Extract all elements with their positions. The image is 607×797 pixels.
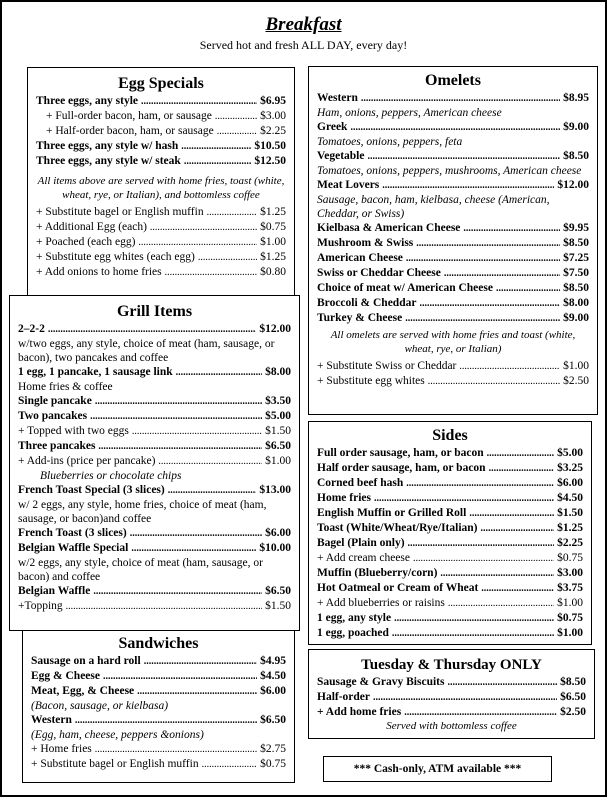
menu-item-price: $1.00	[260, 236, 286, 248]
menu-item-price: $0.75	[260, 758, 286, 770]
menu-item-name: Greek	[317, 121, 348, 133]
menu-item-price: $1.50	[557, 507, 583, 519]
dot-leader	[131, 541, 256, 556]
menu-item-price: $13.00	[259, 484, 291, 496]
menu-item-name: Muffin (Blueberry/corn)	[317, 567, 438, 579]
menu-item-name: + Substitute Swiss or Cheddar	[317, 360, 457, 372]
menu-item-name: French Toast (3 slices)	[18, 527, 127, 539]
menu-item-name: Belgian Waffle Special	[18, 542, 129, 554]
menu-item-price: $3.25	[557, 462, 583, 474]
menu-item-price: $0.75	[557, 552, 583, 564]
menu-item-row	[317, 581, 583, 596]
dot-leader	[373, 690, 557, 705]
dot-leader	[207, 205, 258, 220]
menu-item-price: $1.00	[557, 627, 583, 639]
menu-item-row	[317, 374, 589, 389]
menu-item-name: Three eggs, any style	[36, 95, 139, 107]
menu-item-name: + Poached (each egg)	[36, 236, 136, 248]
menu-item-description: Tomatoes, onions, peppers, mushrooms, American cheese	[317, 165, 582, 177]
menu-item-row	[36, 235, 286, 250]
menu-item-price: $8.50	[560, 676, 586, 688]
menu-item-description: Sausage, bacon, ham, kielbasa, cheese (American, Cheddar, or Swiss)	[317, 194, 550, 220]
dot-leader	[150, 220, 257, 235]
menu-item-row	[317, 296, 589, 311]
menu-item-price: $2.25	[557, 537, 583, 549]
dot-leader	[202, 757, 258, 772]
dot-leader	[489, 461, 555, 476]
menu-item-row	[317, 566, 583, 581]
menu-item-price: $4.50	[557, 492, 583, 504]
dot-leader	[165, 265, 257, 280]
menu-item-price: $1.00	[265, 455, 291, 467]
page-subtitle: Served hot and fresh ALL DAY, every day!	[199, 38, 408, 52]
menu-item-name: + Additional Egg (each)	[36, 221, 147, 233]
cash-note: *** Cash-only, ATM available ***	[353, 763, 522, 775]
menu-item-row	[18, 409, 291, 424]
menu-item-row	[317, 521, 583, 536]
menu-item-description: w/2 eggs, any style, choice of meat (ham, sausage, or bacon) and coffee	[18, 557, 263, 583]
menu-item-price: $6.50	[260, 714, 286, 726]
menu-item-name: Sausage on a hard roll	[31, 655, 141, 667]
menu-item-price: $5.00	[557, 447, 583, 459]
menu-item-price: $6.50	[265, 440, 291, 452]
menu-item-name: Three pancakes	[18, 440, 96, 452]
dot-leader	[416, 236, 560, 251]
dot-leader	[419, 296, 560, 311]
menu-item-row	[36, 94, 286, 109]
egg-specials-section	[27, 67, 295, 296]
tue-thu-heading: Tuesday & Thursday ONLY	[361, 657, 542, 673]
menu-item-name: + Add onions to home fries	[36, 266, 162, 278]
menu-item-row	[317, 491, 583, 506]
dot-leader	[392, 626, 554, 641]
dot-leader	[394, 611, 554, 626]
menu-item-name: Bagel (Plain only)	[317, 537, 405, 549]
menu-item-row	[317, 690, 586, 705]
menu-item-name: 2–2-2	[18, 323, 45, 335]
menu-item-name: + Add cream cheese	[317, 552, 411, 564]
menu-item-price: $8.50	[563, 150, 589, 162]
menu-item-price: $6.95	[260, 95, 286, 107]
menu-item-name: French Toast Special (3 slices)	[18, 484, 165, 496]
menu-item-price: $6.00	[557, 477, 583, 489]
menu-item-row	[18, 584, 291, 599]
menu-item-name: Belgian Waffle	[18, 585, 91, 597]
menu-item-price: $1.50	[265, 600, 291, 612]
dot-leader	[217, 124, 257, 139]
menu-item-row	[36, 220, 286, 235]
dot-leader	[406, 476, 554, 491]
menu-item-row	[36, 205, 286, 220]
menu-item-row	[317, 675, 586, 690]
menu-item-row	[31, 742, 286, 757]
menu-item-row	[317, 359, 589, 374]
menu-item-name: Sausage & Gravy Biscuits	[317, 676, 445, 688]
menu-item-name: Three eggs, any style w/ hash	[36, 140, 179, 152]
dot-leader	[448, 596, 554, 611]
menu-item-price: $12.00	[557, 179, 589, 191]
menu-item-name: 1 egg, any style	[317, 612, 392, 624]
sides-section	[308, 421, 592, 645]
menu-item-row	[36, 265, 286, 280]
menu-item-name: + Add-ins (price per pancake)	[18, 455, 156, 467]
dot-leader	[215, 109, 257, 124]
page-title: Breakfast	[265, 14, 342, 35]
dot-leader	[406, 251, 560, 266]
menu-item-price: $10.50	[254, 140, 286, 152]
menu-item-row	[18, 365, 291, 380]
menu-item-price: $10.00	[259, 542, 291, 554]
dot-leader	[496, 281, 560, 296]
menu-item-name: Single pancake	[18, 395, 92, 407]
menu-item-row	[317, 461, 583, 476]
menu-item-price: $7.25	[563, 252, 589, 264]
dot-leader	[469, 506, 554, 521]
menu-item-row	[18, 526, 291, 541]
menu-item-row	[317, 476, 583, 491]
menu-item-row	[317, 705, 586, 720]
menu-item-description: Ham, onions, peppers, American cheese	[317, 107, 502, 119]
dot-leader	[95, 394, 262, 409]
dot-leader	[90, 409, 262, 424]
menu-item-price: $12.50	[254, 155, 286, 167]
menu-item-description: w/ 2 eggs, any style, home fries, choice of meat (ham, sausage, or bacon)and coffee	[18, 499, 267, 525]
menu-item-name: + Substitute egg whites (each egg)	[36, 251, 195, 263]
menu-item-name: Meat, Egg, & Cheese	[31, 685, 135, 697]
dot-leader	[481, 521, 555, 536]
menu-item-row	[317, 311, 589, 326]
menu-item-name: Choice of meat w/ American Cheese	[317, 282, 493, 294]
menu-item-description: (Egg, ham, cheese, peppers &onions)	[31, 729, 204, 741]
menu-item-row	[317, 178, 589, 193]
menu-item-price: $3.00	[557, 567, 583, 579]
menu-item-row	[31, 669, 286, 684]
menu-item-price: $6.50	[265, 585, 291, 597]
menu-item-row	[317, 281, 589, 296]
sides-heading: Sides	[432, 427, 468, 444]
menu-item-row	[31, 713, 286, 728]
menu-item-row	[36, 124, 286, 139]
menu-item-price: $9.00	[563, 312, 589, 324]
menu-item-description: Home fries & coffee	[18, 381, 113, 393]
menu-item-row	[317, 536, 583, 551]
menu-item-price: $0.80	[260, 266, 286, 278]
menu-item-price: $2.50	[563, 375, 589, 387]
menu-item-name: Western	[31, 714, 72, 726]
menu-item-row	[317, 596, 583, 611]
menu-item-row	[31, 684, 286, 699]
menu-item-row	[18, 322, 291, 337]
menu-item-name: + Half-order bacon, ham, or sausage	[46, 125, 214, 137]
dot-leader	[382, 178, 554, 193]
tue-thu-section	[308, 649, 595, 739]
menu-item-row	[18, 439, 291, 454]
menu-item-price: $7.50	[563, 267, 589, 279]
menu-item-row	[18, 483, 291, 498]
menu-item-price: $1.25	[557, 522, 583, 534]
menu-item-name: Vegetable	[317, 150, 365, 162]
menu-item-row	[317, 446, 583, 461]
dot-leader	[487, 446, 554, 461]
menu-item-name: 1 egg, poached	[317, 627, 389, 639]
dot-leader	[481, 581, 554, 596]
menu-item-price: $8.00	[265, 366, 291, 378]
dot-leader	[93, 584, 262, 599]
dot-leader	[405, 311, 560, 326]
menu-item-name: Toast (White/Wheat/Rye/Italian)	[317, 522, 478, 534]
menu-item-row	[317, 221, 589, 236]
dot-leader	[95, 742, 257, 757]
menu-item-row	[317, 611, 583, 626]
menu-item-name: Broccoli & Cheddar	[317, 297, 417, 309]
menu-item-name: Three eggs, any style w/ steak	[36, 155, 181, 167]
dot-leader	[367, 149, 560, 164]
dot-leader	[132, 424, 262, 439]
menu-item-description: Tomatoes, onions, peppers, feta	[317, 136, 463, 148]
menu-item-name: Two pancakes	[18, 410, 88, 422]
dot-leader	[181, 139, 251, 154]
menu-item-name: Meat Lovers	[317, 179, 380, 191]
menu-item-row	[317, 626, 583, 641]
menu-item-price: $1.00	[557, 597, 583, 609]
dot-leader	[444, 266, 560, 281]
menu-item-name: Turkey & Cheese	[317, 312, 403, 324]
menu-item-price: $5.00	[265, 410, 291, 422]
menu-item-price: $0.75	[260, 221, 286, 233]
dot-leader	[463, 221, 560, 236]
menu-item-name: Corned beef hash	[317, 477, 404, 489]
omelets-heading: Omelets	[425, 72, 481, 89]
menu-item-name: Half order sausage, ham, or bacon	[317, 462, 486, 474]
menu-item-name: + Add home fries	[317, 706, 402, 718]
menu-item-row	[18, 454, 291, 469]
menu-item-price: $6.00	[265, 527, 291, 539]
menu-item-row	[31, 654, 286, 669]
menu-item-price: $3.75	[557, 582, 583, 594]
menu-item-name: American Cheese	[317, 252, 403, 264]
dot-leader	[66, 599, 262, 614]
menu-item-name: + Substitute bagel or English muffin	[36, 206, 204, 218]
menu-item-row	[36, 139, 286, 154]
grill-items-heading: Grill Items	[116, 303, 193, 320]
menu-item-price: $8.50	[563, 282, 589, 294]
menu-item-name: + Home fries	[31, 743, 92, 755]
egg-specials-note: All items above are served with home fries, toast (white, wheat, rye, or Italian), and bottomless coffee	[37, 175, 285, 201]
menu-item-price: $9.95	[563, 222, 589, 234]
cash-note-box	[323, 756, 552, 782]
dot-leader	[350, 120, 560, 135]
dot-leader	[459, 359, 560, 374]
dot-leader	[75, 713, 257, 728]
dot-leader	[413, 551, 554, 566]
menu-item-price: $8.50	[563, 237, 589, 249]
menu-item-row	[36, 154, 286, 169]
menu-item-name: Hot Oatmeal or Cream of Wheat	[317, 582, 479, 594]
menu-item-price: $8.00	[563, 297, 589, 309]
menu-item-name: + Topped with two eggs	[18, 425, 129, 437]
menu-item-row	[317, 266, 589, 281]
menu-item-price: $8.95	[563, 92, 589, 104]
dot-leader	[408, 536, 555, 551]
dot-leader	[428, 374, 560, 389]
menu-item-row	[317, 551, 583, 566]
egg-specials-heading: Egg Specials	[118, 75, 204, 92]
menu-item-description: w/two eggs, any style, choice of meat (ham, sausage, or bacon), two pancakes and coffee	[18, 338, 275, 364]
dot-leader	[404, 705, 557, 720]
menu-item-price: $4.95	[260, 655, 286, 667]
menu-item-name: Western	[317, 92, 358, 104]
menu-item-description: (Bacon, sausage, or kielbasa)	[31, 700, 169, 712]
menu-item-row	[18, 599, 291, 614]
dot-leader	[48, 322, 257, 337]
menu-item-price: $6.00	[260, 685, 286, 697]
menu-item-row	[317, 91, 589, 106]
menu-item-name: + Substitute bagel or English muffin	[31, 758, 199, 770]
menu-item-row	[317, 149, 589, 164]
dot-leader	[103, 669, 257, 684]
omelets-section	[308, 66, 598, 415]
menu-item-price: $9.00	[563, 121, 589, 133]
menu-item-price: $0.75	[557, 612, 583, 624]
sandwiches-heading: Sandwiches	[118, 635, 199, 652]
menu-item-description: Blueberries or chocolate chips	[40, 470, 182, 482]
dot-leader	[440, 566, 554, 581]
menu-item-name: + Add blueberries or raisins	[317, 597, 445, 609]
menu-item-name: Swiss or Cheddar Cheese	[317, 267, 441, 279]
menu-item-row	[36, 109, 286, 124]
grill-items-section	[9, 295, 300, 631]
dot-leader	[138, 235, 257, 250]
menu-item-row	[317, 236, 589, 251]
dot-leader	[130, 526, 262, 541]
menu-item-name: Full order sausage, ham, or bacon	[317, 447, 484, 459]
menu-item-price: $1.50	[265, 425, 291, 437]
menu-item-price: $1.00	[563, 360, 589, 372]
omelets-note: All omelets are served with home fries and toast (white, wheat, rye, or Italian)	[330, 329, 576, 355]
dot-leader	[98, 439, 262, 454]
menu-item-name: 1 egg, 1 pancake, 1 sausage link	[18, 366, 173, 378]
dot-leader	[198, 250, 257, 265]
dot-leader	[176, 365, 262, 380]
dot-leader	[374, 491, 554, 506]
menu-item-price: $1.25	[260, 206, 286, 218]
menu-item-price: $2.75	[260, 743, 286, 755]
menu-item-name: Half-order	[317, 691, 371, 703]
menu-item-price: $3.00	[260, 110, 286, 122]
tue-thu-note: Served with bottomless coffee	[386, 720, 517, 732]
menu-item-price: $4.50	[260, 670, 286, 682]
menu-item-row	[317, 251, 589, 266]
menu-item-row	[31, 757, 286, 772]
menu-item-price: $2.50	[560, 706, 586, 718]
dot-leader	[144, 654, 257, 669]
dot-leader	[168, 483, 257, 498]
menu-item-price: $6.50	[560, 691, 586, 703]
menu-item-name: English Muffin or Grilled Roll	[317, 507, 467, 519]
menu-item-name: Egg & Cheese	[31, 670, 100, 682]
menu-item-price: $2.25	[260, 125, 286, 137]
dot-leader	[447, 675, 557, 690]
menu-item-row	[18, 424, 291, 439]
dot-leader	[158, 454, 262, 469]
dot-leader	[137, 684, 257, 699]
menu-item-price: $1.25	[260, 251, 286, 263]
menu-item-row	[18, 541, 291, 556]
dot-leader	[184, 154, 252, 169]
menu-item-name: + Full-order bacon, ham, or sausage	[46, 110, 212, 122]
dot-leader	[361, 91, 560, 106]
menu-item-row	[317, 120, 589, 135]
menu-item-price: $12.00	[259, 323, 291, 335]
menu-item-name: Home fries	[317, 492, 371, 504]
menu-item-row	[317, 506, 583, 521]
sandwiches-section	[22, 630, 295, 783]
dot-leader	[141, 94, 257, 109]
menu-item-name: + Substitute egg whites	[317, 375, 425, 387]
menu-item-name: Mushroom & Swiss	[317, 237, 414, 249]
menu-item-name: Kielbasa & American Cheese	[317, 222, 461, 234]
menu-item-price: $3.50	[265, 395, 291, 407]
menu-item-name: +Topping	[18, 600, 63, 612]
menu-item-row	[18, 394, 291, 409]
menu-item-row	[36, 250, 286, 265]
